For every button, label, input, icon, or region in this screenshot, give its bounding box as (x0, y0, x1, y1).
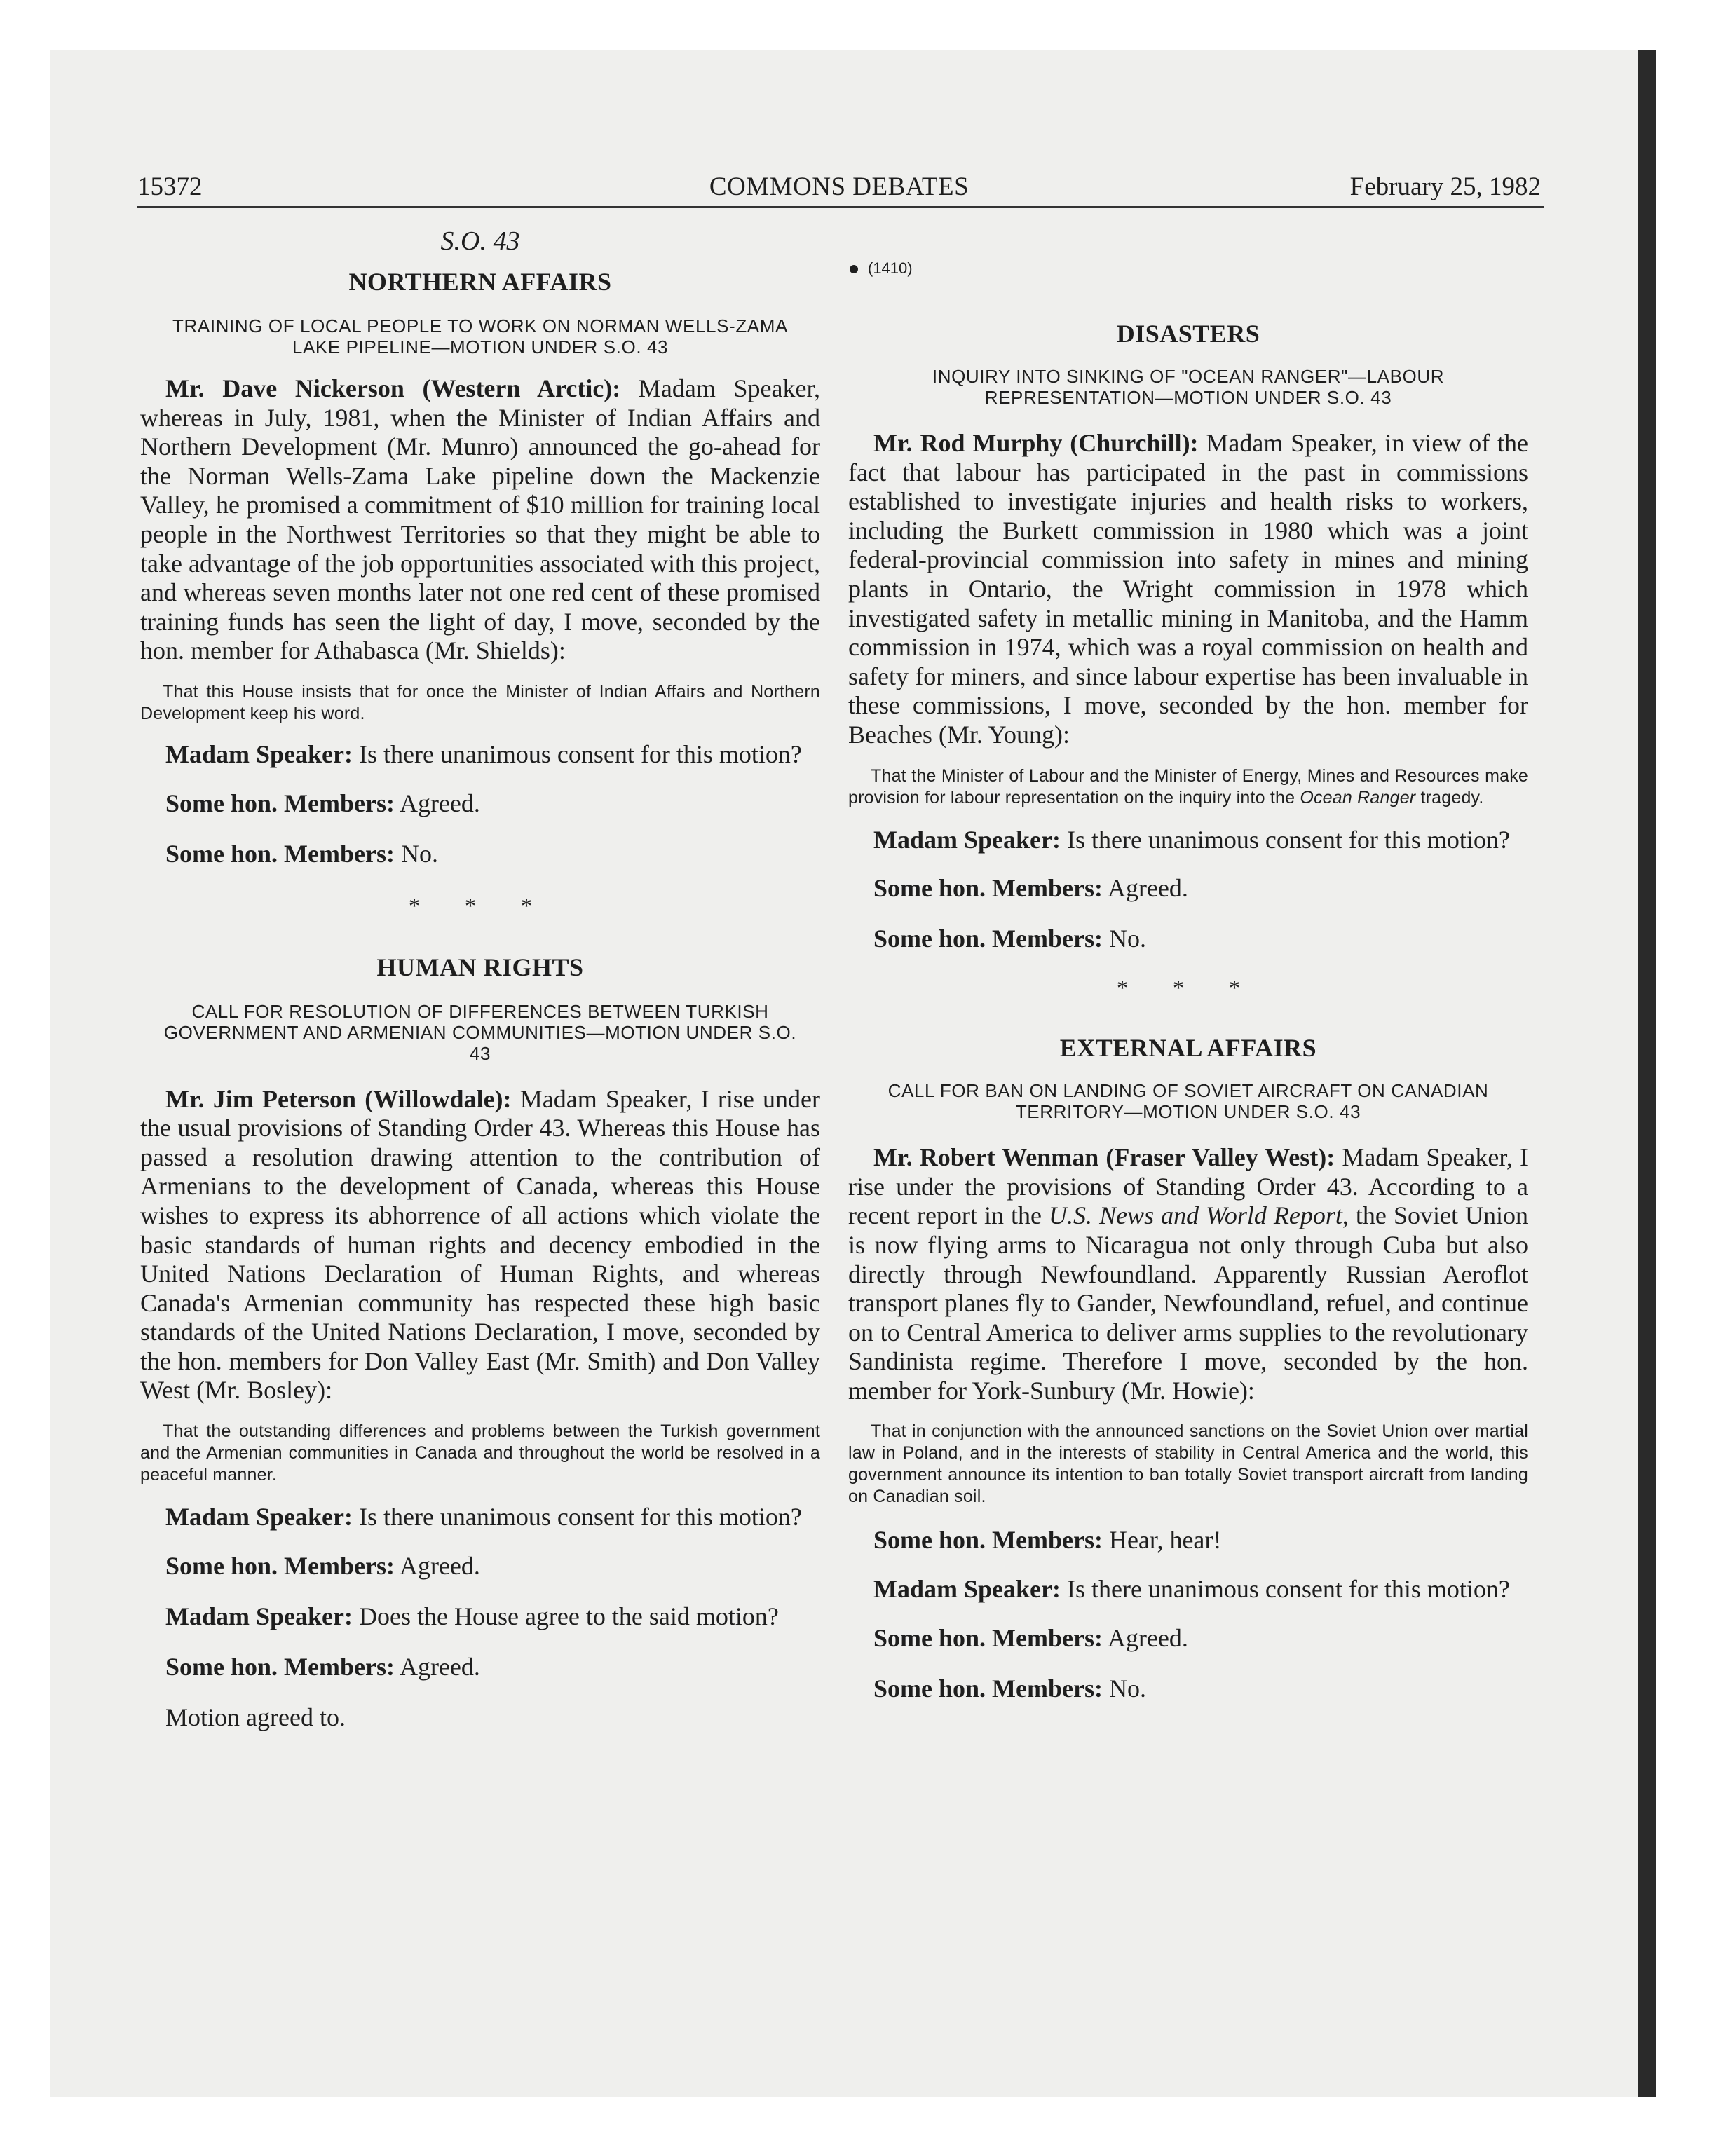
motion-text-disasters: That the Minister of Labour and the Minister of Energy, Mines and Resources make provision for labour representation on the inquiry into the Ocean Ranger tragedy. (848, 765, 1528, 807)
subtitle-disasters: INQUIRY INTO SINKING OF "OCEAN RANGER"—LABOUR REPRESENTATION—MOTION UNDER S.O. 43 (932, 366, 1445, 408)
question-consent-1: Madam Speaker: Is there unanimous consent for this motion? (165, 739, 802, 768)
subtitle-northern-affairs: TRAINING OF LOCAL PEOPLE TO WORK ON NORMAN WELLS-ZAMA LAKE PIPELINE—MOTION UNDER S.O. 43 (172, 315, 788, 357)
response-agreed-5: Some hon. Members: Agreed. (873, 1624, 1188, 1653)
motion-text-northern: That this House insists that for once the Minister of Indian Affairs and Northern Development keep his word. (140, 681, 820, 723)
motion-text-human-rights: That the outstanding differences and problems between the Turkish government and the Armenian communities in Canada and throughout the world be resolved in a peaceful manner. (140, 1421, 820, 1485)
response-agreed-2: Some hon. Members: Agreed. (165, 1551, 480, 1580)
speech-murphy: Mr. Rod Murphy (Churchill): Madam Speaker, in view of the fact that labour has participated in the past in commissions established to investigate injuries and health risks to workers, including the Burkett commission in 1980 which was a joint federal-provincial commission into safety in mines and mining plants in Ontario, the Wright commission in 1978 which investigated safety in metallic mining in Manitoba, and the Hamm commission in 1974, which was a royal commission on health and safety for miners, and since labour expertise has been invaluable in these commissions, I move, seconded by the hon. member for Beaches (Mr. Young): (848, 429, 1528, 749)
page-header (137, 171, 1541, 206)
speech-wenman: Mr. Robert Wenman (Fraser Valley West): Madam Speaker, I rise under the provisions of Standing Order 43. According to a recent report in the U.S. News and World Report, the Soviet Union is now flying arms to Nicaragua not only through Cuba but also directly through Newfoundland. Apparently Russian Aeroflot transport planes fly to Gander, Newfoundland, refuel, and continue on to Central America to deliver arms supplies to the revolutionary Sandinista regime. Therefore I move, seconded by the hon. member for York-Sunbury (Mr. Howie): (848, 1143, 1529, 1405)
time-marker: (1410) (848, 258, 1528, 279)
subtitle-human-rights: CALL FOR RESOLUTION OF DIFFERENCES BETWEEN TURKISH GOVERNMENT AND ARMENIAN COMMUNITIES—MOTION UNDER S.O. 43 (163, 1000, 797, 1064)
motion-result: Motion agreed to. (165, 1703, 346, 1731)
section-title-human-rights: HUMAN RIGHTS (376, 953, 584, 981)
speech-peterson: Mr. Jim Peterson (Willowdale): Madam Speaker, I rise under the usual provisions of Standing Order 43. Whereas this House has passed a resolution drawing attention to the contribution of Armenians to the development of Canada, whereas this House wishes to express its abhorrence of all actions which violate the basic standards of human rights and decency embodied in the United Nations Declaration of Human Rights, and whereas Canada's Armenian community has respected these high basic standards of the United Nations Declaration, I move, seconded by the hon. members for Don Valley East (Mr. Smith) and Don Valley West (Mr. Bosley): (140, 1084, 821, 1405)
issue-date: February 25, 1982 (1349, 172, 1541, 201)
response-no-2: Some hon. Members: No. (873, 925, 1146, 953)
response-hear-hear: Some hon. Members: Hear, hear! (873, 1526, 1222, 1555)
response-no-1: Some hon. Members: No. (165, 839, 438, 868)
page-number: 15372 (137, 172, 203, 201)
standing-order-label: S.O. 43 (440, 226, 520, 256)
response-agreed-4: Some hon. Members: Agreed. (873, 874, 1188, 903)
section-title-external-affairs: EXTERNAL AFFAIRS (1059, 1034, 1317, 1063)
response-no-3: Some hon. Members: No. (873, 1674, 1146, 1703)
subtitle-external-affairs: CALL FOR BAN ON LANDING OF SOVIET AIRCRAFT ON CANADIAN TERRITORY—MOTION UNDER S.O. 43 (887, 1080, 1489, 1123)
section-title-northern-affairs: NORTHERN AFFAIRS (348, 268, 612, 296)
question-consent-4: Madam Speaker: Is there unanimous consent for this motion? (873, 1575, 1510, 1604)
speaker-name: Mr. Robert Wenman (Fraser Valley West): (873, 1143, 1335, 1172)
speech-nickerson: Mr. Dave Nickerson (Western Arctic): Madam Speaker, whereas in July, 1981, when the Minister of Indian Affairs and Northern Development (Mr. Munro) announced the go-ahead for the Norman Wells-Zama Lake pipeline down the Mackenzie Valley, he promised a commitment of $10 million for training local people in the Northwest Territories so that they might be able to take advantage of the job opportunities associated with this project, and whereas seven months later not one red cent of these promised training funds has seen the light of day, I move, seconded by the hon. member for Athabasca (Mr. Shields): (140, 374, 821, 665)
right-column (848, 223, 1528, 1704)
left-column (140, 223, 820, 1733)
section-separator: * * * (1117, 975, 1260, 1001)
speaker-name: Mr. Dave Nickerson (Western Arctic): (165, 374, 621, 402)
section-separator: * * * (409, 892, 552, 918)
header-rule (137, 206, 1544, 208)
speaker-name: Mr. Rod Murphy (Churchill): (873, 429, 1199, 457)
section-title-disasters: DISASTERS (1116, 320, 1260, 348)
response-agreed-3: Some hon. Members: Agreed. (165, 1652, 480, 1681)
bullet-dot-icon (850, 265, 858, 273)
question-house-agree: Madam Speaker: Does the House agree to the said motion? (165, 1602, 779, 1630)
question-consent-2: Madam Speaker: Is there unanimous consent for this motion? (165, 1503, 802, 1531)
motion-text-external-affairs: That in conjunction with the announced sanctions on the Soviet Union over martial law in Poland, and in the interests of stability in Central America and the world, this government announce its intention to ban totally Soviet transport aircraft from landing on Canadian soil. (848, 1421, 1528, 1507)
publication-title: COMMONS DEBATES (709, 172, 969, 201)
response-agreed-1: Some hon. Members: Agreed. (165, 789, 480, 817)
speaker-name: Mr. Jim Peterson (Willowdale): (165, 1084, 512, 1113)
binding-edge (1638, 50, 1656, 2097)
question-consent-3: Madam Speaker: Is there unanimous consent for this motion? (873, 825, 1510, 854)
